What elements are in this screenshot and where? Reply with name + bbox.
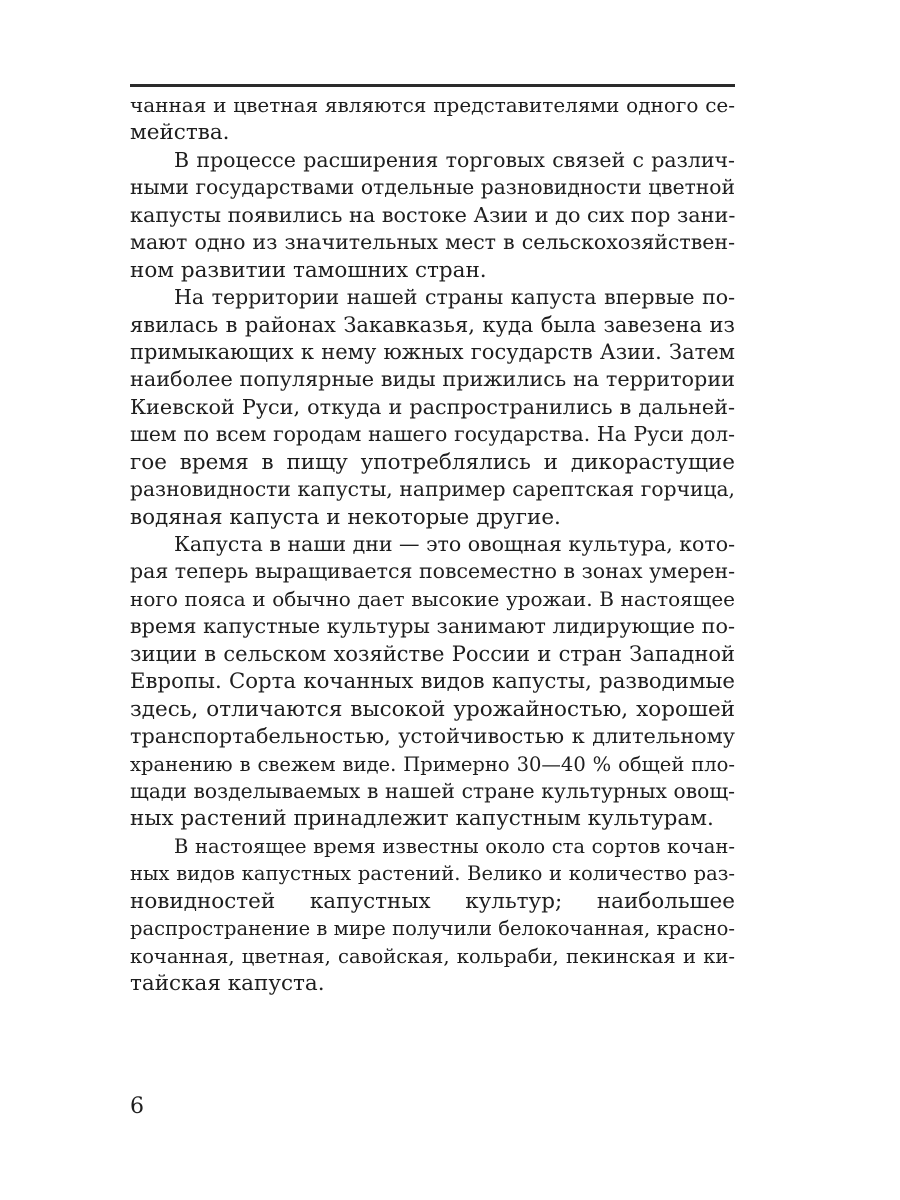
text-line: Европы. Сорта кочанных видов капусты, разводимые <box>130 669 735 695</box>
text-line: На территории нашей страны капуста впервые по- <box>174 285 735 310</box>
text-line: рая теперь выращивается повсеместно в зонах умерен- <box>130 559 736 584</box>
paragraph <box>130 833 735 998</box>
text-line: мейства. <box>130 120 230 146</box>
paragraph <box>130 531 735 833</box>
text-line: распространение в мире получили белокочанная, красно- <box>130 917 735 941</box>
text-line: капусты появились на востоке Азии и до сих пор зани- <box>130 202 736 227</box>
text-line: примыкающих к нему южных государств Азии. Затем <box>130 339 735 364</box>
text-line: Киевской Руси, откуда и распространились в дальней- <box>130 394 735 419</box>
text-line: здесь, отличаются высокой урожайностью, хорошей <box>130 696 735 722</box>
paragraph <box>130 92 735 147</box>
text-line: мают одно из значительных мест в сельскохозяйствен- <box>130 230 735 255</box>
text-line: гое время в пищу употреблялись и дикорастущие <box>130 449 735 475</box>
text-line: В процессе расширения торговых связей с различ- <box>174 147 735 172</box>
text-line: ными государствами отдельные разновидности цветной <box>130 175 735 200</box>
body-text <box>130 92 735 997</box>
text-line: В настоящее время известны около ста сортов кочан- <box>174 834 735 858</box>
text-line: наиболее популярные виды прижились на территории <box>130 367 735 392</box>
text-line: разновидности капусты, например сарептская горчица, <box>130 477 735 502</box>
header-rule <box>130 84 735 87</box>
text-line: щади возделываемых в нашей стране культурных овощ- <box>130 778 735 803</box>
text-line: зиции в сельском хозяйстве России и стран Западной <box>130 641 735 666</box>
text-line: время капустные культуры занимают лидирующие по- <box>130 614 736 639</box>
text-line: шем по всем городам нашего государства. На Руси дол- <box>130 422 735 447</box>
text-line: хранению в свежем виде. Примерно 30—40 % общей пло- <box>130 752 735 776</box>
paragraph <box>130 147 735 284</box>
text-line: кочанная, цветная, савойская, кольраби, пекинская и ки- <box>130 944 735 968</box>
text-line: чанная и цветная являются представителями одного се- <box>130 93 735 117</box>
text-line: явилась в районах Закавказья, куда была завезена из <box>130 312 735 337</box>
text-line: ного пояса и обычно дает высокие урожаи. В настоящее <box>130 586 735 611</box>
text-line: ных растений принадлежит капустным культурам. <box>130 806 714 832</box>
text-line: транспортабельностью, устойчивостью к длительному <box>130 724 735 749</box>
text-line: тайская капуста. <box>130 971 325 996</box>
text-line: новидностей капустных культур; наибольшее <box>130 888 735 914</box>
text-line: Капуста в наши дни — это овощная культура, кото- <box>174 532 735 556</box>
text-line: водяная капуста и некоторые другие. <box>130 504 561 530</box>
page-number: 6 <box>130 1094 144 1119</box>
text-line: ных видов капустных растений. Велико и количество раз- <box>130 862 735 886</box>
paragraph <box>130 284 735 531</box>
text-line: ном развитии тамошних стран. <box>130 257 487 283</box>
